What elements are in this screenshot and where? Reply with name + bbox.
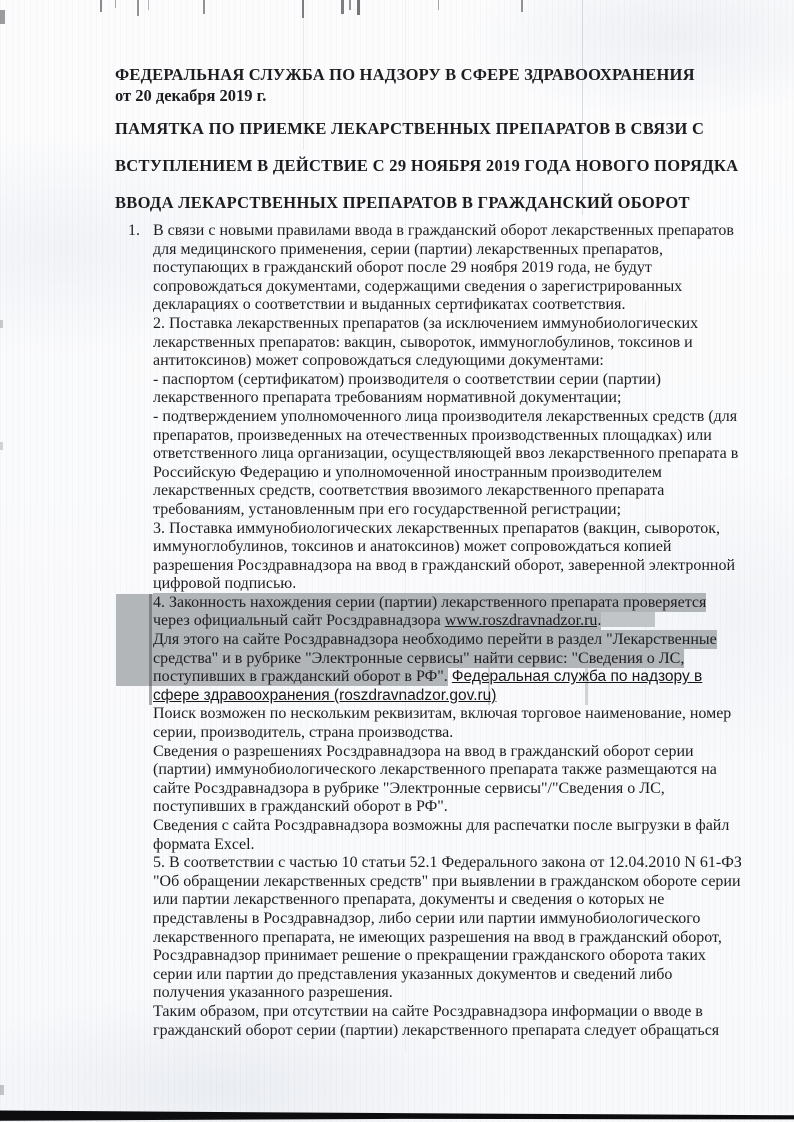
document-body	[115, 64, 745, 1040]
paragraph-4	[153, 594, 744, 631]
list-number: 1.	[128, 222, 140, 239]
document-title-line-2: ВСТУПЛЕНИЕМ В ДЕЙСТВИЕ С 29 НОЯБРЯ 2019 ГОДА НОВОГО ПОРЯДКА	[115, 156, 739, 175]
paragraph-2: 2. Поставка лекарственных препаратов (за исключением иммунобиологических лекарственных препаратов: вакцин, сывороток, иммуноглобулинов, токсинов и антитоксинов) может сопровождаться следующими документами:	[153, 314, 699, 370]
document-title-line-3: ВВОДА ЛЕКАРСТВЕННЫХ ПРЕПАРАТОВ В ГРАЖДАНСКИЙ ОБОРОТ	[115, 193, 690, 212]
scan-streak	[100, 0, 102, 12]
paragraph-immuno-info: Сведения о разрешениях Росздравнадзора на ввод в гражданский оборот серии (партии) иммунобиологического лекарственного препарата также размещаются на сайте Росздравнадзора в рубрике "Электронные сервисы"/"Сведения о ЛС, поступивших в гражданский оборот в РФ".	[153, 742, 717, 816]
scan-streak	[438, 0, 439, 10]
paragraph-1	[128, 222, 744, 315]
document-title-line-1: ПАМЯТКА ПО ПРИЕМКЕ ЛЕКАРСТВЕННЫХ ПРЕПАРАТОВ В СВЯЗИ С	[115, 119, 705, 138]
paragraph-1-text: В связи с новыми правилами ввода в гражданский оборот лекарственных препаратов для медицинского применения, серии (партии) лекарственных препаратов, поступающих в гражданский оборот после 29 ноября 2019 года, не будут сопровождаться документами, содержащими сведения о зарегистрированных декларациях о соответствии и выданных сертификатах соответствия.	[153, 222, 734, 314]
edge-mark	[0, 10, 5, 24]
scan-streak	[149, 594, 152, 706]
edge-mark	[0, 442, 3, 450]
document-date: от 20 декабря 2019 г.	[115, 86, 267, 105]
paragraph-2-dash-1: - паспортом (сертификатом) производителя о соответствии серии (партии) лекарственного препарата требованиям нормативной документации;	[153, 370, 661, 407]
paragraph-4b-highlight: Для этого на сайте Росздравнадзора необходимо перейти в раздел "Лекарственные средства" и в рубрике "Электронные сервисы" найти сервис: "Сведения о ЛС, поступивших в гражданский оборот в РФ".	[153, 631, 717, 686]
paragraph-4-period: .	[597, 612, 602, 630]
paragraph-3: 3. Поставка иммунобиологических лекарственных препаратов (вакцин, сывороток, иммуноглобулинов, токсинов и анатоксинов) может сопровождаться копией разрешения Росздравнадзора на ввод в гражданский оборот, заверенной электронной цифровой подписью.	[153, 519, 735, 593]
scan-streak	[115, 0, 116, 8]
edge-mark	[0, 1085, 4, 1095]
memo-text	[128, 222, 744, 1040]
highlight-tail	[601, 612, 655, 627]
scan-streak	[349, 0, 351, 10]
paragraph-excel: Сведения с сайта Росздравнадзора возможны для распечатки после выгрузки в файл формата Excel.	[153, 817, 730, 853]
roszdravnadzor-url-link[interactable]: www.roszdravnadzor.ru	[444, 612, 598, 630]
scan-streak	[148, 0, 149, 10]
edge-mark	[0, 320, 3, 328]
scan-streak	[357, 0, 360, 15]
paragraph-2-dash-2: - подтверждением уполномоченного лица производителя лекарственных средств (для препаратов, произведенных на отечественных производственных площадках) или ответственного лица организации, осуществляющей ввоз лекарственного препарата в Российскую Федерацию и уполномоченной иностранным производителем лекарственных средств, соответствия ввозимого лекарственного препарата требованиям, установленным при его государственной регистрации;	[153, 407, 739, 518]
roszdravnadzor-gov-ru-hyperlink[interactable]: Федеральная служба по надзору в сфере здравоохранения (roszdravnadzor.gov.ru)	[153, 668, 703, 704]
paragraph-4-highlight: 4. Законность нахождения серии (партии) лекарственного препарата проверяется через официальный сайт Росздравнадзора	[153, 593, 707, 630]
paragraph-5: 5. В соответствии с частью 10 статьи 52.1 Федерального закона от 12.04.2010 N 61-ФЗ "Об обращении лекарственных средств" при выявлении в гражданском обороте серии или партии лекарственного препарата, документы и сведения о которых не представлены в Росздравнадзор, либо серии или партии иммунобиологического лекарственного препарата, не имеющих разрешения на ввод в гражданский оборот, Росздравнадзор принимает решение о прекращении гражданского оборота таких серии или партии до представления указанных документов и сведений либо получения указанного разрешения.	[153, 854, 742, 1002]
paragraph-search: Поиск возможен по нескольким реквизитам, включая торговое наименование, номер серии, производитель, страна производства.	[153, 705, 732, 742]
highlighted-passage	[153, 594, 744, 706]
paragraph-4b	[153, 631, 744, 705]
scanner-bottom-band	[0, 1109, 794, 1122]
scan-streak	[137, 0, 139, 16]
scan-streak	[521, 0, 523, 12]
scan-streak	[341, 0, 344, 14]
paragraph-conclusion: Таким образом, при отсутствии на сайте Росздравнадзора информации о вводе в гражданский оборот серии (партии) лекарственного препарата следует обращаться	[153, 1002, 720, 1039]
scan-streak	[203, 0, 205, 14]
issuing-authority: ФЕДЕРАЛЬНАЯ СЛУЖБА ПО НАДЗОРУ В СФЕРЕ ЗДРАВООХРАНЕНИЯ	[115, 65, 695, 84]
